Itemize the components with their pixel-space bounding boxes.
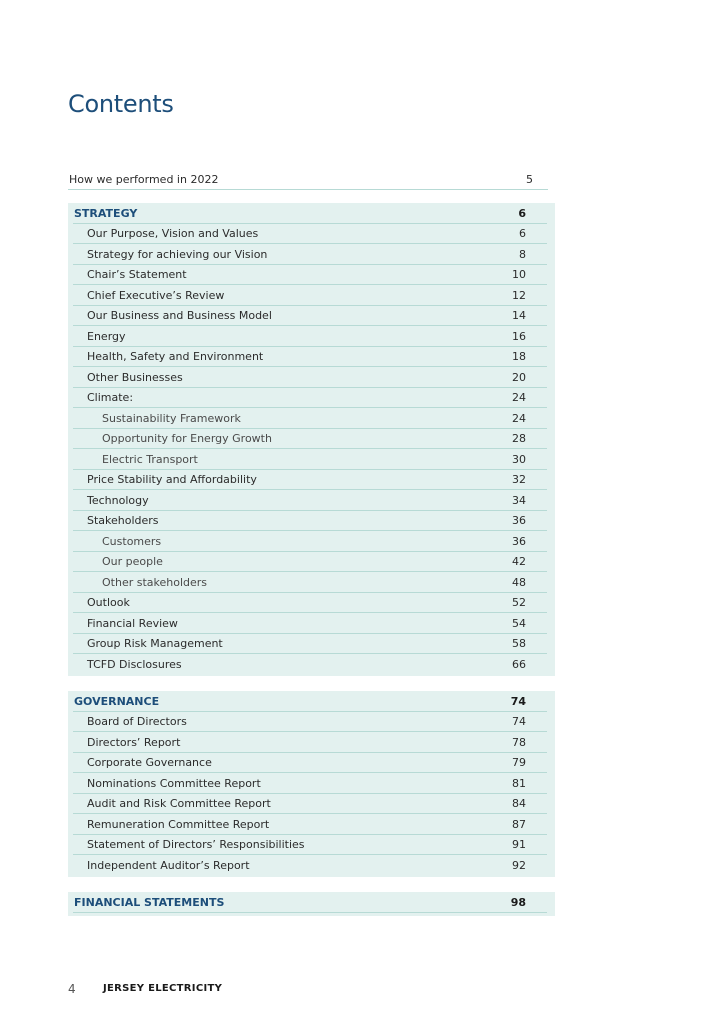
section-financial-statements (68, 892, 555, 916)
toc-entry-label: TCFD Disclosures (87, 657, 182, 671)
toc-entry-label: Strategy for achieving our Vision (87, 247, 268, 261)
toc-entry-label: Outlook (87, 596, 130, 609)
section-heading-label: GOVERNANCE (74, 695, 160, 708)
section-heading-financial-statements[interactable] (73, 893, 547, 913)
toc-entry[interactable] (73, 815, 547, 835)
toc-entry-label: Stakeholders (87, 514, 159, 527)
toc-entry-page: 91 (512, 838, 526, 851)
toc-entry-page: 20 (512, 370, 526, 384)
toc-entry-label: Other Businesses (87, 370, 183, 384)
toc-entry-page: 5 (526, 173, 533, 186)
toc-subentry[interactable] (73, 532, 547, 552)
toc-subentry[interactable] (73, 429, 547, 449)
toc-entry[interactable] (73, 794, 547, 814)
toc-entry[interactable] (73, 368, 547, 388)
footer-page-number: 4 (68, 982, 76, 996)
toc-entry-performance[interactable] (68, 170, 548, 190)
toc-entry-page: 8 (519, 247, 526, 261)
section-heading-page: 74 (510, 695, 526, 708)
toc-entry-label: Opportunity for Energy Growth (102, 432, 272, 445)
page-title: Contents (68, 90, 174, 118)
toc-entry-page: 16 (512, 329, 526, 343)
toc-entry-label: Other stakeholders (102, 575, 208, 589)
toc-entry[interactable] (73, 511, 547, 531)
toc-entry-page: 24 (512, 391, 526, 404)
toc-entry[interactable] (73, 856, 547, 876)
toc-entry[interactable] (73, 327, 547, 347)
toc-entry-label: How we performed in 2022 (69, 173, 219, 186)
section-heading-governance[interactable] (73, 692, 547, 712)
toc-entry[interactable] (73, 614, 547, 634)
toc-entry-label: Technology (87, 493, 149, 507)
section-heading-page: 6 (518, 207, 526, 220)
toc-entry-page: 78 (512, 735, 526, 749)
toc-entry-label: Directors’ Report (87, 735, 181, 749)
toc-entry[interactable] (73, 245, 547, 265)
toc-subentry[interactable] (73, 573, 547, 593)
toc-entry[interactable] (73, 286, 547, 306)
toc-entry-page: 14 (512, 309, 526, 322)
toc-entry-label: Climate: (87, 391, 134, 404)
toc-entry-label: Our Purpose, Vision and Values (87, 227, 259, 240)
toc-entry-label: Board of Directors (87, 715, 187, 728)
toc-entry[interactable] (73, 655, 547, 675)
toc-entry-page: 79 (512, 756, 526, 769)
toc-entry[interactable] (73, 712, 547, 732)
toc-entry[interactable] (73, 634, 547, 654)
toc-entry-page: 28 (512, 432, 526, 445)
toc-entry[interactable] (73, 835, 547, 855)
divider (73, 912, 547, 913)
footer-brand: JERSEY ELECTRICITY (103, 983, 223, 994)
toc-entry-page: 58 (512, 637, 526, 650)
divider (68, 189, 548, 190)
toc-entry-label: Customers (102, 534, 162, 548)
toc-entry[interactable] (73, 753, 547, 773)
toc-entry-label: Group Risk Management (87, 637, 223, 650)
toc-entry-page: 52 (512, 596, 526, 609)
toc-entry[interactable] (73, 347, 547, 367)
toc-entry-label: Audit and Risk Committee Report (87, 797, 271, 810)
toc-entry-label: Nominations Committee Report (87, 776, 261, 790)
toc-subentry[interactable] (73, 409, 547, 429)
toc-entry-page: 92 (512, 858, 526, 872)
toc-entry[interactable] (73, 491, 547, 511)
toc-entry-page: 42 (512, 555, 526, 568)
toc-entry-page: 10 (512, 268, 526, 281)
toc-entry-label: Remuneration Committee Report (87, 817, 270, 831)
toc-entry-label: Statement of Directors’ Responsibilities (87, 838, 305, 851)
toc-subentry[interactable] (73, 450, 547, 470)
section-heading-strategy[interactable] (73, 204, 547, 224)
toc-entry[interactable] (73, 733, 547, 753)
toc-entry-page: 18 (512, 350, 526, 363)
toc-entry-page: 87 (512, 817, 526, 831)
toc-entry-page: 84 (512, 797, 526, 810)
toc-entry-page: 36 (512, 514, 526, 527)
toc-entry[interactable] (73, 470, 547, 490)
toc-entry-label: Our people (102, 555, 163, 568)
toc-entry-page: 66 (512, 657, 526, 671)
toc-entry-page: 34 (512, 493, 526, 507)
toc-entry-label: Our Business and Business Model (87, 309, 272, 322)
section-governance (68, 691, 555, 877)
toc-entry-page: 48 (512, 575, 526, 589)
toc-entry-page: 30 (512, 452, 526, 466)
toc-entry-label: Energy (87, 329, 126, 343)
toc-entry-label: Health, Safety and Environment (87, 350, 264, 363)
toc-entry-page: 36 (512, 534, 526, 548)
toc-entry-label: Financial Review (87, 616, 178, 630)
toc-entry-label: Independent Auditor’s Report (87, 858, 250, 872)
toc-entry-page: 32 (512, 473, 526, 486)
toc-entry-label: Electric Transport (102, 452, 198, 466)
toc-entry[interactable] (73, 224, 547, 244)
section-strategy (68, 203, 555, 676)
toc-entry[interactable] (73, 388, 547, 408)
toc-entry-label: Chair’s Statement (87, 268, 187, 281)
toc-entry[interactable] (73, 774, 547, 794)
toc-entry[interactable] (73, 593, 547, 613)
toc-entry-page: 74 (512, 715, 526, 728)
section-heading-label: STRATEGY (74, 207, 138, 220)
toc-entry[interactable] (73, 306, 547, 326)
toc-entry-page: 24 (512, 411, 526, 425)
section-heading-page: 98 (510, 896, 526, 909)
section-heading-label: FINANCIAL STATEMENTS (74, 896, 225, 909)
toc-entry-label: Price Stability and Affordability (87, 473, 257, 486)
toc-entry-page: 12 (512, 288, 526, 302)
toc-subentry[interactable] (73, 552, 547, 572)
toc-entry[interactable] (73, 265, 547, 285)
toc-entry-label: Sustainability Framework (102, 411, 241, 425)
toc-entry-page: 6 (519, 227, 526, 240)
toc-entry-label: Chief Executive’s Review (87, 288, 225, 302)
toc-entry-label: Corporate Governance (87, 756, 212, 769)
toc-entry-page: 81 (512, 776, 526, 790)
toc-entry-page: 54 (512, 616, 526, 630)
